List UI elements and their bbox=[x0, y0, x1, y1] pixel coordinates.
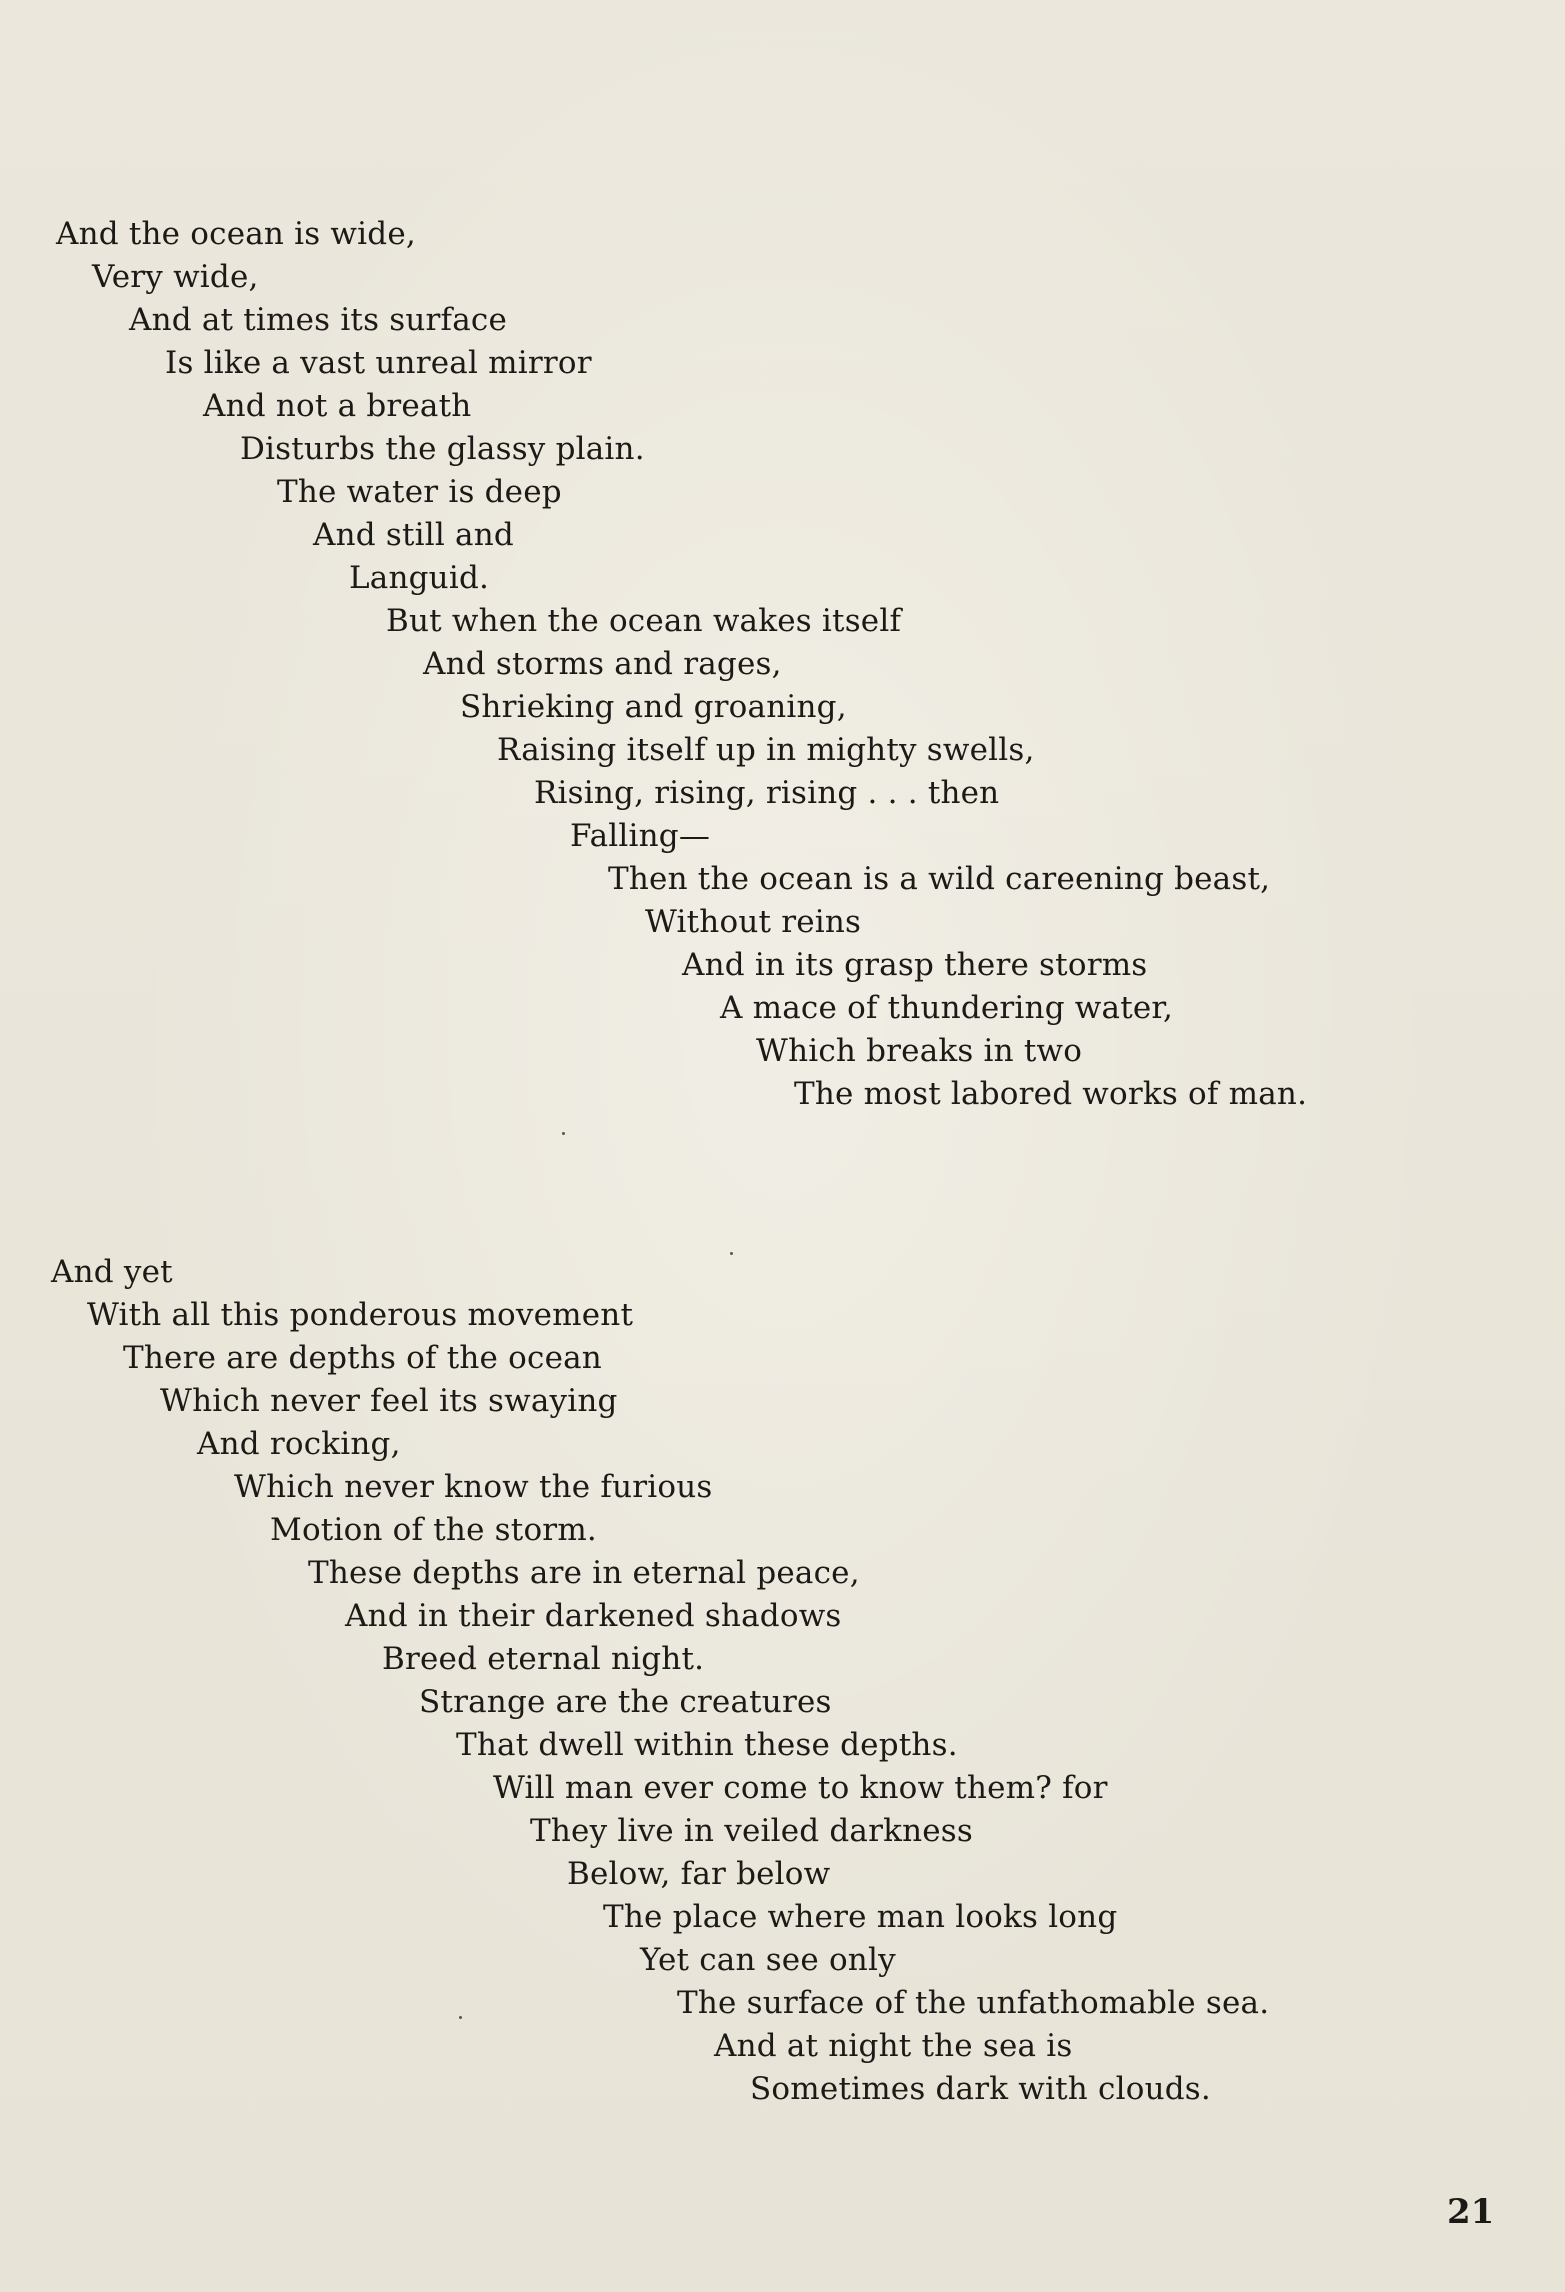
poem-line: And storms and rages, bbox=[423, 646, 782, 682]
poem-line: They live in veiled darkness bbox=[530, 1813, 974, 1849]
poem-line: Breed eternal night. bbox=[382, 1641, 705, 1677]
poem-line: With all this ponderous movement bbox=[87, 1297, 634, 1333]
poem-line: And yet bbox=[51, 1254, 173, 1290]
page-number: 21 bbox=[1447, 2192, 1495, 2232]
poem-line: The most labored works of man. bbox=[794, 1076, 1308, 1112]
poem-line: Rising, rising, rising . . . then bbox=[534, 775, 1000, 811]
paper-speck bbox=[730, 1252, 733, 1255]
poem-line: Without reins bbox=[645, 904, 862, 940]
poem-line: Then the ocean is a wild careening beast, bbox=[608, 861, 1271, 897]
poem-line: And at times its surface bbox=[129, 302, 508, 338]
poem-line: Is like a vast unreal mirror bbox=[165, 345, 592, 381]
poem-line: And the ocean is wide, bbox=[56, 216, 416, 252]
poem-line: There are depths of the ocean bbox=[123, 1340, 602, 1376]
poem-line: Which breaks in two bbox=[756, 1033, 1083, 1069]
poem-line: And at night the sea is bbox=[714, 2028, 1073, 2064]
poem-line: And in its grasp there storms bbox=[682, 947, 1148, 983]
poem-line: Falling— bbox=[570, 818, 711, 854]
poem-line: Which never feel its swaying bbox=[160, 1383, 618, 1419]
poem-line: Yet can see only bbox=[640, 1942, 896, 1978]
paper-speck bbox=[459, 2016, 462, 2019]
poem-line: Sometimes dark with clouds. bbox=[750, 2071, 1211, 2107]
poem-line: Motion of the storm. bbox=[270, 1512, 597, 1548]
poem-line: Below, far below bbox=[567, 1856, 831, 1892]
paper-speck bbox=[562, 1132, 565, 1135]
poem-line: And still and bbox=[313, 517, 514, 553]
poem-line: Very wide, bbox=[92, 259, 259, 295]
poem-line: And rocking, bbox=[197, 1426, 401, 1462]
poem-line: Will man ever come to know them? for bbox=[493, 1770, 1108, 1806]
poem-line: The surface of the unfathomable sea. bbox=[677, 1985, 1270, 2021]
poem-line: The water is deep bbox=[277, 474, 562, 510]
poem-line: A mace of thundering water, bbox=[720, 990, 1174, 1026]
poem-line: That dwell within these depths. bbox=[456, 1727, 958, 1763]
poem-line: Disturbs the glassy plain. bbox=[240, 431, 645, 467]
poem-line: These depths are in eternal peace, bbox=[308, 1555, 860, 1591]
poem-line: Which never know the furious bbox=[234, 1469, 713, 1505]
poem-line: Raising itself up in mighty swells, bbox=[497, 732, 1035, 768]
poem-line: But when the ocean wakes itself bbox=[386, 603, 902, 639]
poem-line: Languid. bbox=[349, 560, 490, 596]
poem-line: And in their darkened shadows bbox=[345, 1598, 842, 1634]
poem-line: And not a breath bbox=[203, 388, 472, 424]
poem-line: The place where man looks long bbox=[603, 1899, 1118, 1935]
poem-line: Strange are the creatures bbox=[419, 1684, 832, 1720]
poem-line: Shrieking and groaning, bbox=[460, 689, 847, 725]
